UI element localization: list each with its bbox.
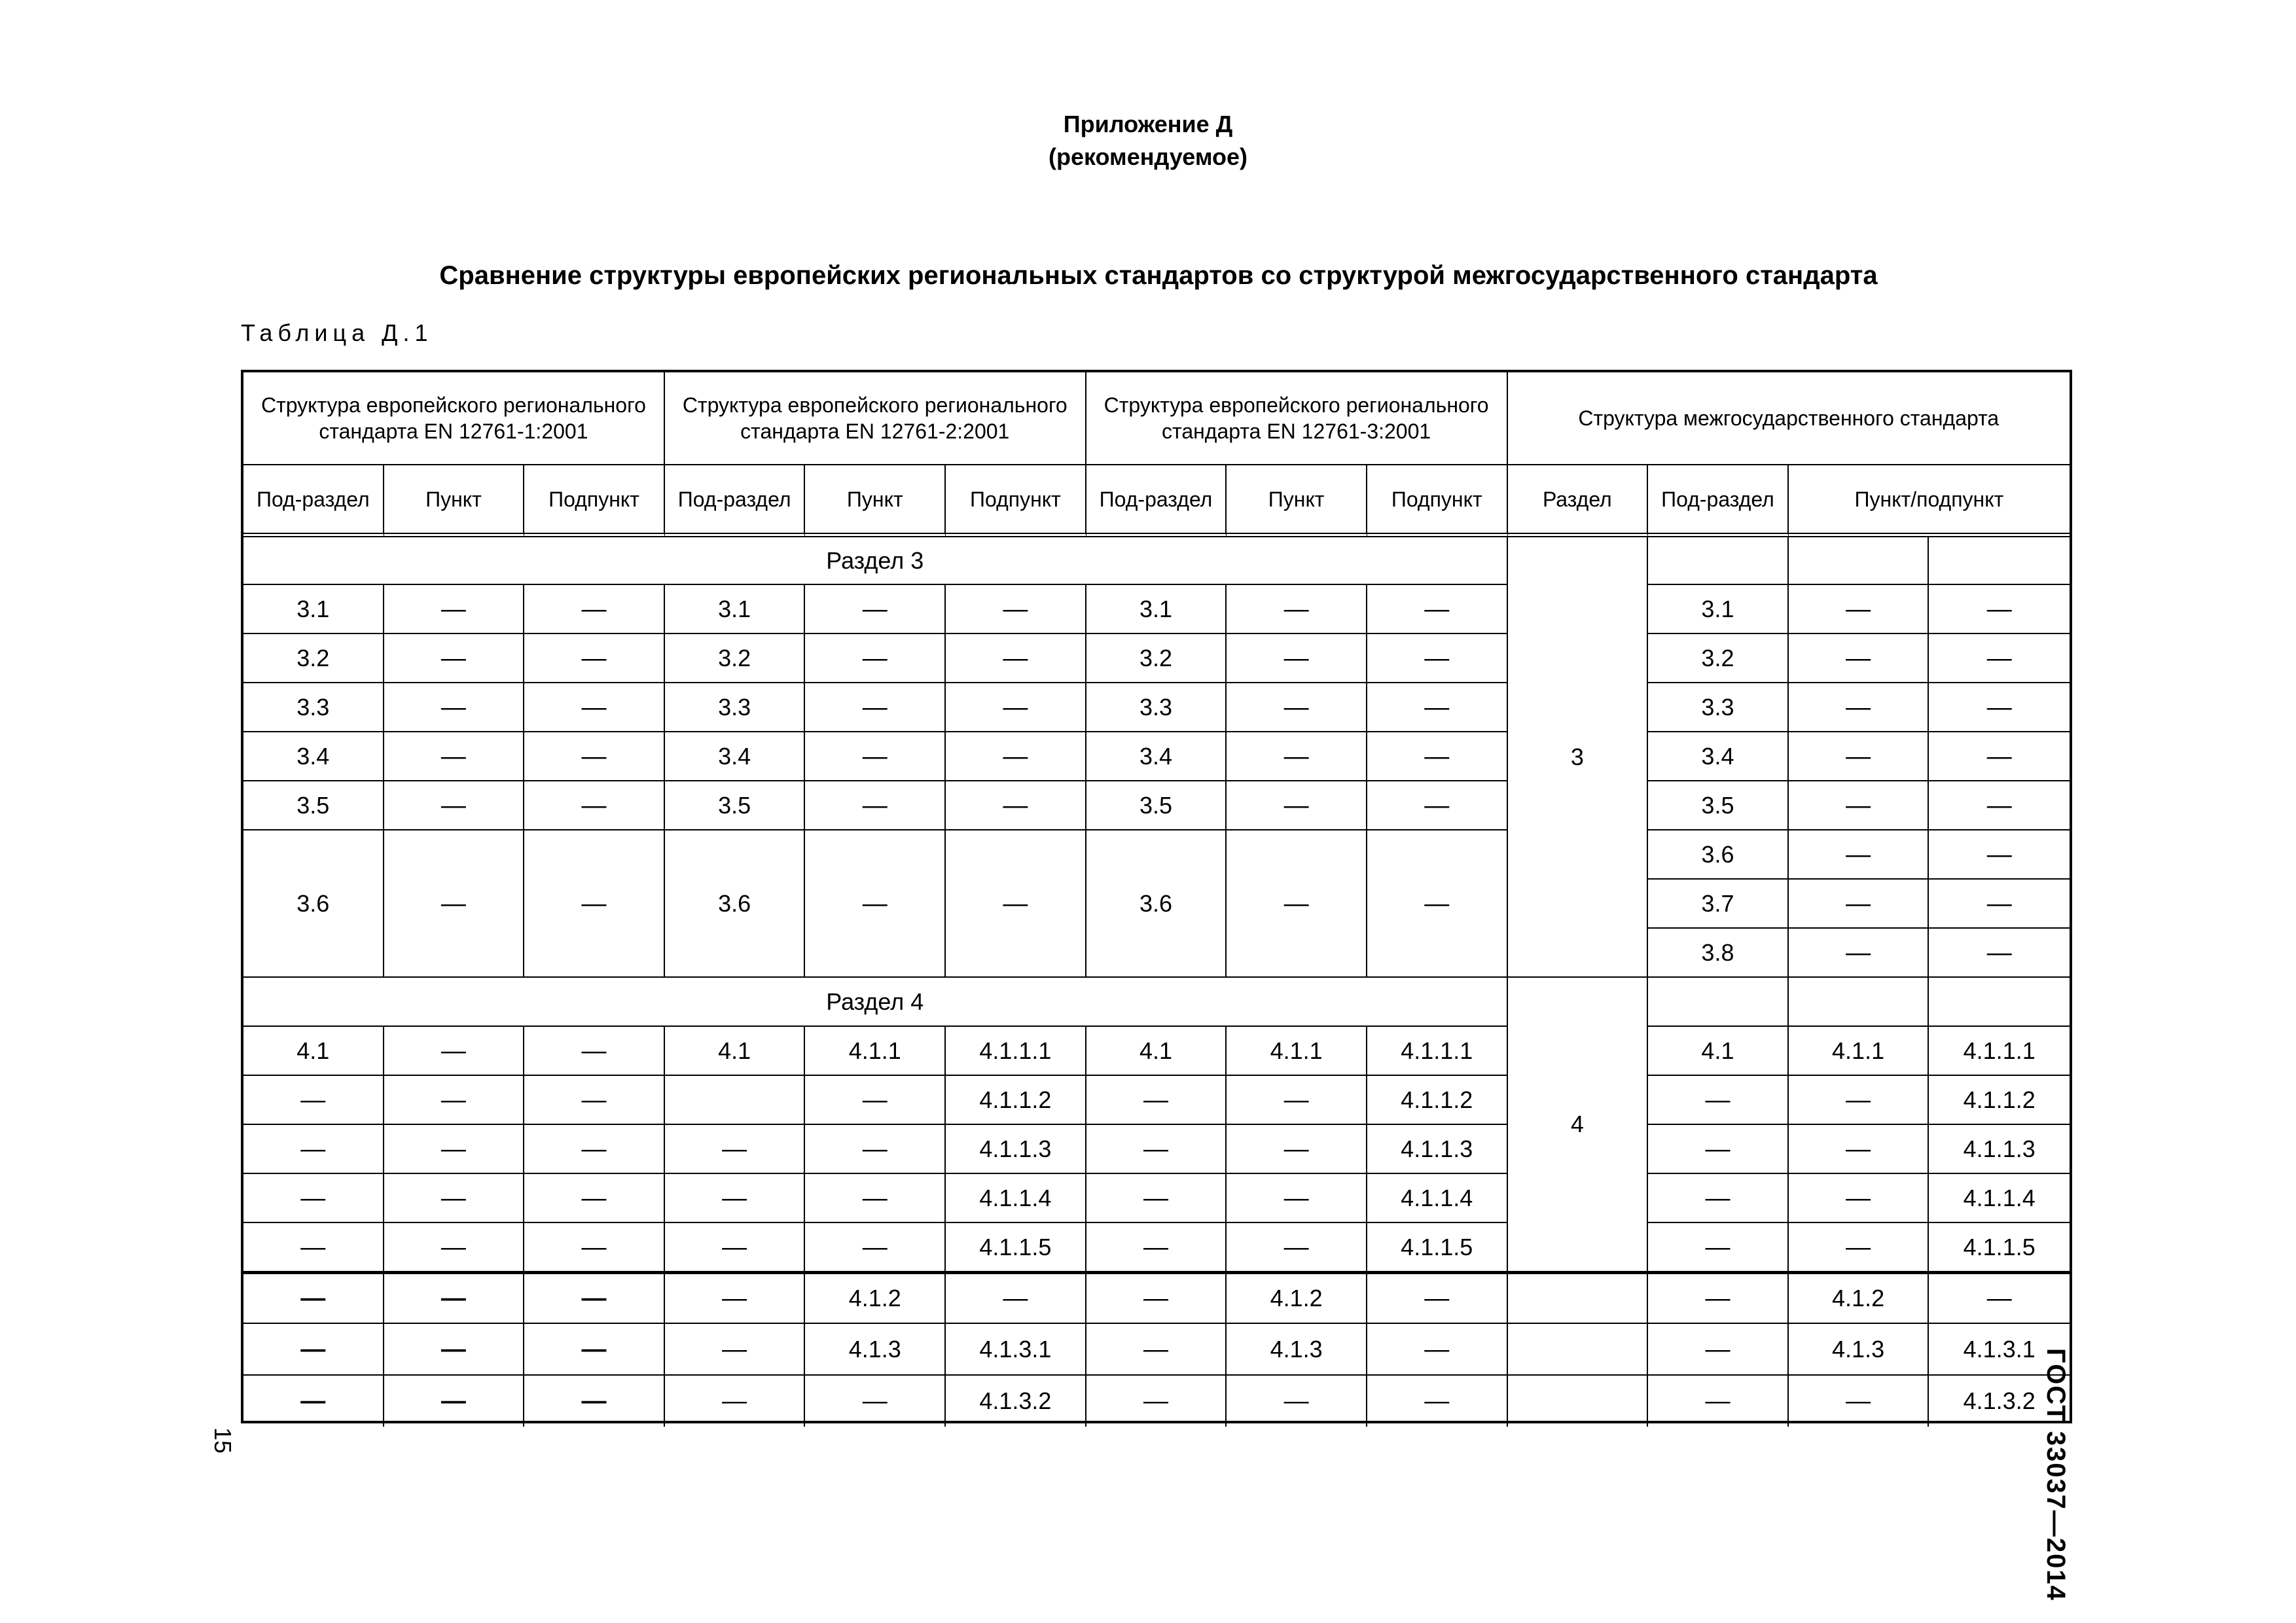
- table-cell: [1789, 978, 1929, 1027]
- table-cell: 3.6: [665, 830, 806, 978]
- table-cell: 3.3: [1648, 683, 1789, 732]
- table-cell: —: [1086, 1076, 1227, 1125]
- table-cell: 4.1.1: [805, 1027, 946, 1076]
- table-cell: 3.6: [1086, 830, 1227, 978]
- table-cell: —: [1648, 1376, 1789, 1427]
- header-section: Раздел: [1508, 465, 1649, 537]
- table-cell: —: [805, 1174, 946, 1223]
- table-cell: —: [1648, 1324, 1789, 1376]
- table-cell: 4.1.1.4: [1929, 1174, 2070, 1223]
- table-cell: —: [384, 1272, 525, 1324]
- table-cell: 4.1.3.2: [1963, 1387, 2036, 1414]
- table-cell: 3.2: [243, 634, 384, 683]
- table-cell: —: [665, 1174, 806, 1223]
- table-cell: —: [1227, 634, 1367, 683]
- table-cell: —: [384, 1125, 525, 1174]
- section-4-number: 4: [1508, 978, 1649, 1272]
- table-cell: —: [1789, 634, 1929, 683]
- table-cell: 3.1: [1086, 585, 1227, 634]
- header-clause: Пункт: [1227, 465, 1367, 537]
- table-cell: —: [1367, 683, 1508, 732]
- table-cell: 3.1: [1648, 585, 1789, 634]
- table-cell: 3.1: [665, 585, 806, 634]
- table-cell: —: [524, 1272, 665, 1324]
- table-cell: —: [946, 732, 1086, 781]
- table-cell: —: [384, 781, 525, 830]
- table-cell: 3.4: [1086, 732, 1227, 781]
- table-cell: 3.4: [243, 732, 384, 781]
- table-cell: —: [1227, 1223, 1367, 1272]
- table-cell: —: [384, 1174, 525, 1223]
- table-cell: —: [243, 1376, 384, 1427]
- table-cell: —: [1086, 1324, 1227, 1376]
- table-cell: —: [1086, 1223, 1227, 1272]
- table-cell: —: [1789, 1174, 1929, 1223]
- header-subclause: Подпункт: [946, 465, 1086, 537]
- table-cell: [1508, 1272, 1649, 1324]
- table-cell: 3.1: [243, 585, 384, 634]
- header-subclause: Подпункт: [524, 465, 665, 537]
- table-cell: 4.1.1.3: [1367, 1125, 1508, 1174]
- table-cell: 4.1.3.1: [946, 1324, 1086, 1376]
- table-cell: 3.2: [1086, 634, 1227, 683]
- table-cell: —: [1789, 732, 1929, 781]
- table-cell: —: [384, 830, 525, 978]
- table-cell: —: [1929, 929, 2070, 978]
- table-cell: 3.2: [665, 634, 806, 683]
- table-cell: —: [665, 1324, 806, 1376]
- table-cell: —: [524, 1376, 665, 1427]
- table-cell: —: [524, 1076, 665, 1125]
- table-cell: —: [1929, 634, 2070, 683]
- table-cell: —: [665, 1125, 806, 1174]
- table-cell: 4.1.1.1: [1367, 1027, 1508, 1076]
- table-cell: 3.4: [1648, 732, 1789, 781]
- table-cell: —: [1648, 1125, 1789, 1174]
- table-cell: —: [1227, 683, 1367, 732]
- table-cell: [1929, 537, 2070, 585]
- table-cell: —: [805, 1376, 946, 1427]
- table-cell: —: [946, 1272, 1086, 1324]
- comparison-table: [241, 370, 2072, 1423]
- table-cell: —: [1367, 634, 1508, 683]
- table-cell: —: [1929, 880, 2070, 929]
- table-cell: 4.1: [665, 1027, 806, 1076]
- table-cell: —: [1367, 830, 1508, 978]
- table-cell: —: [1648, 1223, 1789, 1272]
- table-cell: [1508, 1324, 1649, 1376]
- table-cell: 4.1.1.2: [946, 1076, 1086, 1125]
- header-subsection: Под-раздел: [1086, 465, 1227, 537]
- table-cell: —: [243, 1076, 384, 1125]
- table-cell: —: [1227, 1125, 1367, 1174]
- header-en-12761-2: Структура европейского регионального стандарта EN 12761-2:2001: [665, 372, 1086, 465]
- document-code: ГОСТ 33037—2014: [2041, 1348, 2070, 1601]
- table-cell: 4.1.1.4: [946, 1174, 1086, 1223]
- table-cell: —: [1227, 830, 1367, 978]
- table-cell: —: [524, 634, 665, 683]
- table-cell: —: [1648, 1076, 1789, 1125]
- header-clause: Пункт: [384, 465, 525, 537]
- table-cell: —: [1227, 1076, 1367, 1125]
- table-cell: —: [524, 1125, 665, 1174]
- table-cell: —: [1929, 732, 2070, 781]
- table-cell: —: [946, 683, 1086, 732]
- table-cell: 3.3: [243, 683, 384, 732]
- table-cell: 3.5: [1086, 781, 1227, 830]
- table-cell: 4.1.1: [1227, 1027, 1367, 1076]
- header-clause-subclause: Пункт/подпункт: [1789, 465, 2070, 537]
- table-cell: [665, 1076, 806, 1125]
- table-cell: —: [805, 634, 946, 683]
- table-cell: 4.1.1.1: [1929, 1027, 2070, 1076]
- table-cell: —: [243, 1125, 384, 1174]
- table-cell: —: [1789, 683, 1929, 732]
- table-cell: 4.1.1.1: [946, 1027, 1086, 1076]
- table-cell: —: [524, 1324, 665, 1376]
- table-cell: 3.8: [1648, 929, 1789, 978]
- table-cell: 4.1.3: [1789, 1324, 1929, 1376]
- table-cell: 3.5: [243, 781, 384, 830]
- table-cell: 4.1: [243, 1027, 384, 1076]
- table-cell: 4.1.1.4: [1367, 1174, 1508, 1223]
- table-cell: —: [243, 1324, 384, 1376]
- table-cell: 4.1.1.2: [1929, 1076, 2070, 1125]
- table-cell: —: [524, 732, 665, 781]
- section-3-number: 3: [1508, 537, 1649, 978]
- table-cell: —: [243, 1272, 384, 1324]
- header-clause: Пункт: [805, 465, 946, 537]
- table-cell: —: [946, 585, 1086, 634]
- table-cell: —: [1367, 1324, 1508, 1376]
- table-cell: —: [1367, 781, 1508, 830]
- table-cell: —: [946, 634, 1086, 683]
- header-en-12761-1: Структура европейского регионального стандарта EN 12761-1:2001: [243, 372, 665, 465]
- table-cell: —: [1789, 1125, 1929, 1174]
- table-cell: —: [1789, 830, 1929, 880]
- table-cell: —: [1227, 1174, 1367, 1223]
- table-cell: —: [243, 1174, 384, 1223]
- table-cell: —: [805, 830, 946, 978]
- annex-title: Приложение Д: [1063, 111, 1233, 137]
- table-cell: —: [1648, 1272, 1789, 1324]
- table-cell: —: [805, 781, 946, 830]
- table-cell: —: [524, 1174, 665, 1223]
- table-cell: 3.3: [665, 683, 806, 732]
- table-cell: 4.1.2: [1789, 1272, 1929, 1324]
- table-cell: —: [1789, 1376, 1929, 1427]
- table-cell: —: [1227, 732, 1367, 781]
- table-cell: —: [384, 1027, 525, 1076]
- header-subsection: Под-раздел: [1648, 465, 1789, 537]
- header-subclause: Подпункт: [1367, 465, 1508, 537]
- table-cell: 4.1.3: [1227, 1324, 1367, 1376]
- section-4-label: Раздел 4: [243, 978, 1508, 1027]
- table-cell: [1648, 537, 1789, 585]
- table-cell: —: [1789, 781, 1929, 830]
- table-cell: 3.5: [1648, 781, 1789, 830]
- table-cell: 3.3: [1086, 683, 1227, 732]
- table-cell: [1648, 978, 1789, 1027]
- table-cell: —: [665, 1376, 806, 1427]
- section-3-label: Раздел 3: [243, 537, 1508, 585]
- table-cell: —: [1648, 1174, 1789, 1223]
- table-cell: 4.1: [1086, 1027, 1227, 1076]
- table-cell: —: [1789, 880, 1929, 929]
- table-cell: —: [1789, 1223, 1929, 1272]
- table-cell: —: [1367, 1376, 1508, 1427]
- table-cell: —: [1929, 1272, 2070, 1324]
- table-cell: —: [524, 1027, 665, 1076]
- table-cell: —: [1227, 781, 1367, 830]
- table-cell: —: [384, 1324, 525, 1376]
- table-cell: —: [1086, 1174, 1227, 1223]
- table-cell: —: [1789, 929, 1929, 978]
- table-cell: —: [1227, 1376, 1367, 1427]
- table-cell: —: [805, 1223, 946, 1272]
- table-cell: [1929, 978, 2070, 1027]
- table-cell: 4.1.1.3: [946, 1125, 1086, 1174]
- header-interstate: Структура межгосударственного стандарта: [1508, 372, 2070, 465]
- table-cell: —: [665, 1272, 806, 1324]
- table-cell: —: [946, 830, 1086, 978]
- table-cell: 4.1.3.1: [1929, 1324, 2070, 1376]
- table-caption: Таблица Д.1: [241, 319, 433, 346]
- table-cell: 4.1.1: [1789, 1027, 1929, 1076]
- table-cell: —: [1789, 1076, 1929, 1125]
- table-cell: 3.6: [243, 830, 384, 978]
- table-cell: —: [524, 830, 665, 978]
- table-cell: 4.1.1.5: [1929, 1223, 2070, 1272]
- table-cell: —: [384, 634, 525, 683]
- table-cell: 4.1.1.3: [1929, 1125, 2070, 1174]
- table-cell: —: [1929, 781, 2070, 830]
- table-cell: —: [1227, 585, 1367, 634]
- table-cell: —: [805, 1076, 946, 1125]
- table-cell: 4.1.1.5: [946, 1223, 1086, 1272]
- table-cell: —: [805, 732, 946, 781]
- annex-status: (рекомендуемое): [1049, 143, 1247, 170]
- table-cell: —: [384, 683, 525, 732]
- table-cell: 4.1.1.5: [1367, 1223, 1508, 1272]
- table-cell: —: [1086, 1376, 1227, 1427]
- table-cell: —: [1929, 585, 2070, 634]
- table-cell: —: [946, 781, 1086, 830]
- table-cell: 3.4: [665, 732, 806, 781]
- table-cell: —: [384, 1076, 525, 1125]
- table-cell: —: [524, 781, 665, 830]
- table-cell: —: [1929, 830, 2070, 880]
- table-cell: 3.7: [1648, 880, 1789, 929]
- header-subsection: Под-раздел: [665, 465, 806, 537]
- table-cell: 4.1.1.2: [1367, 1076, 1508, 1125]
- table-cell: —: [524, 683, 665, 732]
- page-number: 15: [209, 1427, 237, 1454]
- table-cell: [1789, 537, 1929, 585]
- table-cell: —: [805, 683, 946, 732]
- table-cell: —: [524, 585, 665, 634]
- table-cell: —: [805, 585, 946, 634]
- table-cell: —: [384, 1223, 525, 1272]
- annex-heading: [0, 108, 2296, 173]
- table-cell: —: [1086, 1272, 1227, 1324]
- page-title: Сравнение структуры европейских региональных стандартов со структурой межгосударственного стандарта: [439, 261, 1878, 290]
- table-cell: —: [524, 1223, 665, 1272]
- table-cell: —: [1789, 585, 1929, 634]
- table-cell: 4.1.3: [805, 1324, 946, 1376]
- table-cell: —: [805, 1125, 946, 1174]
- table-cell: 4.1.2: [1227, 1272, 1367, 1324]
- table-cell: —: [384, 1376, 525, 1427]
- table-cell: [1508, 1376, 1649, 1427]
- table-cell: —: [243, 1223, 384, 1272]
- header-en-12761-3: Структура европейского регионального стандарта EN 12761-3:2001: [1086, 372, 1508, 465]
- table-cell: 3.5: [665, 781, 806, 830]
- table-cell: —: [1367, 1272, 1508, 1324]
- table-cell: 3.6: [1648, 830, 1789, 880]
- table-cell: —: [384, 585, 525, 634]
- table-cell: 4.1.3.2: [946, 1376, 1086, 1427]
- header-subsection: Под-раздел: [243, 465, 384, 537]
- table-cell: —: [1086, 1125, 1227, 1174]
- table-cell: —: [1929, 683, 2070, 732]
- table-cell: —: [1367, 732, 1508, 781]
- table-cell: —: [384, 732, 525, 781]
- table-cell: 4.1.2: [805, 1272, 946, 1324]
- table-cell: —: [665, 1223, 806, 1272]
- table-cell: 4.1: [1648, 1027, 1789, 1076]
- table-cell: —: [1367, 585, 1508, 634]
- table-cell: 3.2: [1648, 634, 1789, 683]
